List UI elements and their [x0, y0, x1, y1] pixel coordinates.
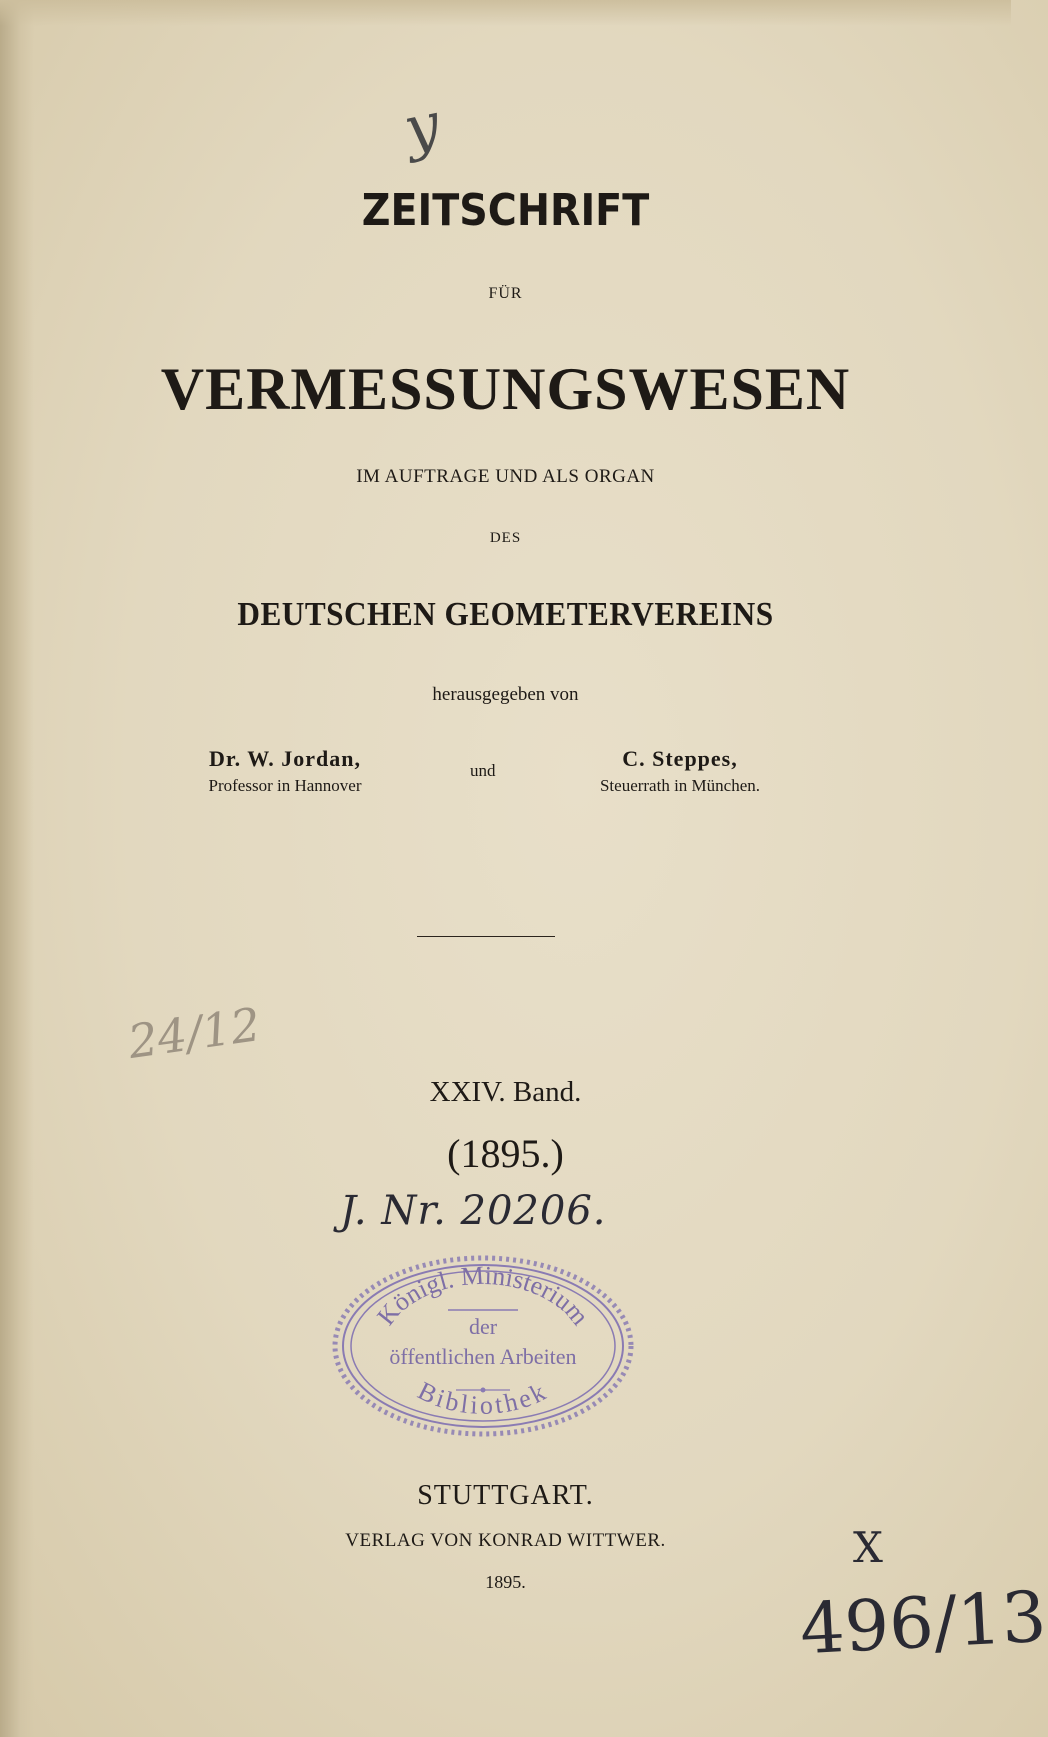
- stamp-oeffentlichen-arbeiten: öffentlichen Arbeiten: [389, 1344, 577, 1369]
- handwritten-top-mark: y: [398, 89, 446, 165]
- page-edge-top: [0, 0, 1011, 26]
- editor-steppes: [560, 746, 800, 796]
- editor-name: Dr. W. Jordan,: [209, 746, 361, 771]
- editors-intro: herausgegeben von: [432, 684, 579, 705]
- page-edge-left: [0, 0, 34, 1737]
- library-stamp: [328, 1252, 638, 1440]
- editors-conjunction: und: [470, 761, 496, 780]
- stamp-der: der: [468, 1314, 498, 1339]
- publication-year: 1895.: [485, 1572, 526, 1592]
- editor-role: Professor in Hannover: [208, 776, 362, 795]
- stamp-top-arc: Königl. Ministerium: [371, 1260, 595, 1331]
- publisher-name: VERLAG VON KONRAD WITTWER.: [345, 1530, 666, 1551]
- editor-jordan: [160, 746, 410, 796]
- editor-role: Steuerrath in München.: [599, 776, 761, 795]
- handwritten-corner-number: 496/13: [798, 1575, 1048, 1671]
- publisher-city: STUTTGART.: [417, 1480, 594, 1511]
- stamp-bottom-arc: Bibliothek: [413, 1375, 553, 1420]
- stamp-bottom-text: [413, 1376, 552, 1420]
- handwritten-corner-x: X: [853, 1523, 883, 1572]
- editor-name: C. Steppes,: [622, 746, 738, 771]
- journal-title-fuer: FÜR: [488, 285, 523, 302]
- subtitle-auftrag: IM AUFTRAGE UND ALS ORGAN: [356, 466, 655, 487]
- volume-label: XXIV. Band.: [429, 1076, 582, 1108]
- handwritten-faint-mark: 24/12: [124, 997, 264, 1069]
- journal-title-vermessungswesen: VERMESSUNGSWESEN: [160, 356, 851, 422]
- volume-year: (1895.): [447, 1131, 564, 1176]
- divider-rule: [417, 936, 555, 937]
- handwritten-inventory-number: J. Nr. 20206.: [340, 1188, 607, 1234]
- journal-title-zeitschrift: ZEITSCHRIFT: [361, 185, 650, 236]
- subtitle-geometervereins: DEUTSCHEN GEOMETERVEREINS: [237, 596, 774, 633]
- subtitle-des: DES: [489, 530, 522, 546]
